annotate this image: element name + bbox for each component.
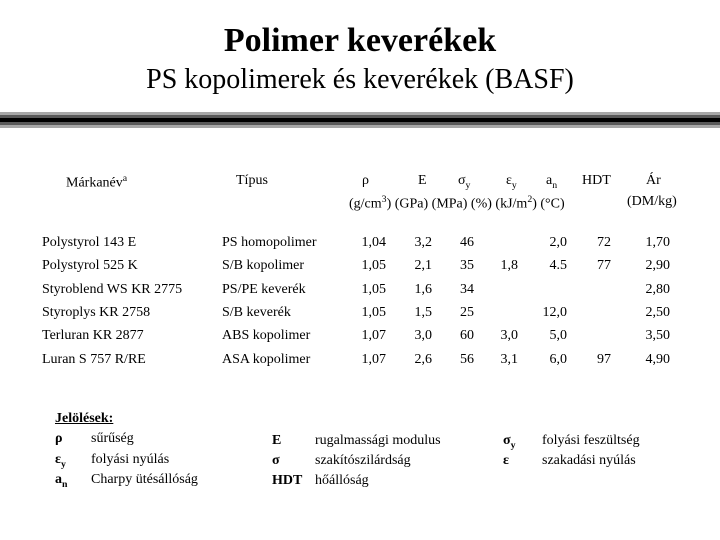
cell-name: Polystyrol 143 E bbox=[42, 235, 137, 250]
cell-an: 6,0 bbox=[549, 351, 567, 367]
header-type: Típus bbox=[236, 173, 268, 188]
cell-E: 2,6 bbox=[414, 351, 432, 367]
legend-E-desc: rugalmassági modulus bbox=[315, 433, 441, 448]
cell-type: ASA kopolimer bbox=[222, 351, 311, 367]
cell-sigma: 34 bbox=[460, 281, 474, 297]
cell-rho: 1,07 bbox=[361, 351, 386, 367]
cell-price: 1,70 bbox=[645, 235, 670, 250]
header-eps-y: $\varepsilon_y$ bbox=[506, 173, 517, 191]
cell-price: 2,50 bbox=[645, 304, 670, 320]
cell-sigma: 60 bbox=[460, 328, 474, 344]
cell-type: PS/PE keverék bbox=[222, 281, 306, 297]
cell-rho: 1,07 bbox=[361, 328, 386, 344]
header-units: $(g/cm^3)$ (GPa) (MPa) (%) $(kJ/m^2)$ (°C) bbox=[349, 194, 565, 212]
legend-title: Jelölések: bbox=[55, 411, 114, 426]
legend-hdt-symbol: HDT bbox=[272, 473, 303, 488]
legend-sigma-y-desc: folyási feszültség bbox=[542, 433, 640, 448]
cell-sigma: 25 bbox=[460, 304, 474, 320]
cell-type: S/B keverék bbox=[222, 304, 291, 320]
legend-rho-symbol: ρ bbox=[55, 431, 63, 446]
cell-type: S/B kopolimer bbox=[222, 258, 305, 274]
header-rho: ρ bbox=[362, 173, 369, 188]
cell-an: 4.5 bbox=[549, 258, 567, 274]
cell-name: Styroplys KR 2758 bbox=[42, 304, 151, 320]
cell-sigma: 56 bbox=[460, 351, 474, 367]
legend-a-n-symbol: $a_n$ bbox=[55, 472, 68, 490]
cell-sigma: 46 bbox=[460, 235, 474, 250]
cell-price: 3,50 bbox=[645, 328, 670, 344]
cell-price: 2,90 bbox=[645, 258, 670, 274]
header-sigma-y: $\sigma_y$ bbox=[458, 173, 471, 191]
separator-band-bottom bbox=[0, 125, 720, 128]
cell-rho: 1,04 bbox=[361, 235, 386, 250]
header-E: E bbox=[418, 173, 427, 188]
cell-an: 12,0 bbox=[542, 304, 567, 320]
cell-eps: 1,8 bbox=[500, 258, 518, 274]
cell-rho: 1,05 bbox=[361, 258, 386, 274]
cell-eps: 3,1 bbox=[500, 351, 518, 367]
header-a-n: $a_n$ bbox=[546, 173, 558, 191]
legend-hdt-desc: hőállóság bbox=[315, 473, 369, 488]
cell-type: ABS kopolimer bbox=[222, 328, 311, 344]
cell-E: 3,2 bbox=[414, 235, 432, 250]
legend-eps-symbol: ε bbox=[503, 453, 509, 468]
cell-rho: 1,05 bbox=[361, 281, 386, 297]
header-price: Ár bbox=[646, 173, 661, 188]
cell-rho: 1,05 bbox=[361, 304, 386, 320]
page-subtitle: PS kopolimerek és keverékek (BASF) bbox=[146, 64, 574, 95]
page-title: Polimer keverékek bbox=[223, 22, 497, 59]
legend-E-symbol: E bbox=[272, 433, 282, 448]
legend-sigma-symbol: σ bbox=[272, 453, 280, 468]
cell-E: 1,6 bbox=[414, 281, 432, 297]
cell-eps: 3,0 bbox=[500, 328, 518, 344]
cell-an: 5,0 bbox=[549, 328, 567, 344]
cell-sigma: 35 bbox=[460, 258, 474, 274]
cell-an: 2,0 bbox=[549, 235, 567, 250]
legend-eps-desc: szakadási nyúlás bbox=[542, 453, 636, 468]
legend-eps-y-desc: folyási nyúlás bbox=[91, 452, 170, 467]
legend-sigma-desc: szakítószilárdság bbox=[315, 453, 411, 468]
cell-E: 2,1 bbox=[414, 258, 432, 274]
cell-hdt: 97 bbox=[597, 351, 611, 367]
cell-hdt: 77 bbox=[597, 258, 611, 274]
cell-E: 1,5 bbox=[414, 304, 432, 320]
cell-hdt: 72 bbox=[597, 235, 611, 250]
cell-E: 3,0 bbox=[414, 328, 432, 344]
legend-sigma-y-symbol: $\sigma_y$ bbox=[503, 433, 516, 451]
cell-price: 4,90 bbox=[645, 351, 670, 367]
header-price-unit: (DM/kg) bbox=[627, 194, 677, 209]
header-hdt: HDT bbox=[582, 173, 611, 188]
cell-type: PS homopolimer bbox=[222, 235, 317, 250]
legend-a-n-desc: Charpy ütésállóság bbox=[91, 472, 198, 487]
legend-eps-y-symbol: $\varepsilon_y$ bbox=[55, 452, 66, 470]
cell-name: Styroblend WS KR 2775 bbox=[42, 281, 183, 297]
cell-name: Luran S 757 R/RE bbox=[42, 351, 146, 367]
cell-name: Terluran KR 2877 bbox=[42, 328, 144, 344]
legend-rho-desc: sűrűség bbox=[91, 431, 134, 446]
cell-price: 2,80 bbox=[645, 281, 670, 297]
header-brand: Márkanév$^a$ bbox=[66, 173, 128, 191]
cell-name: Polystyrol 525 K bbox=[42, 258, 138, 274]
